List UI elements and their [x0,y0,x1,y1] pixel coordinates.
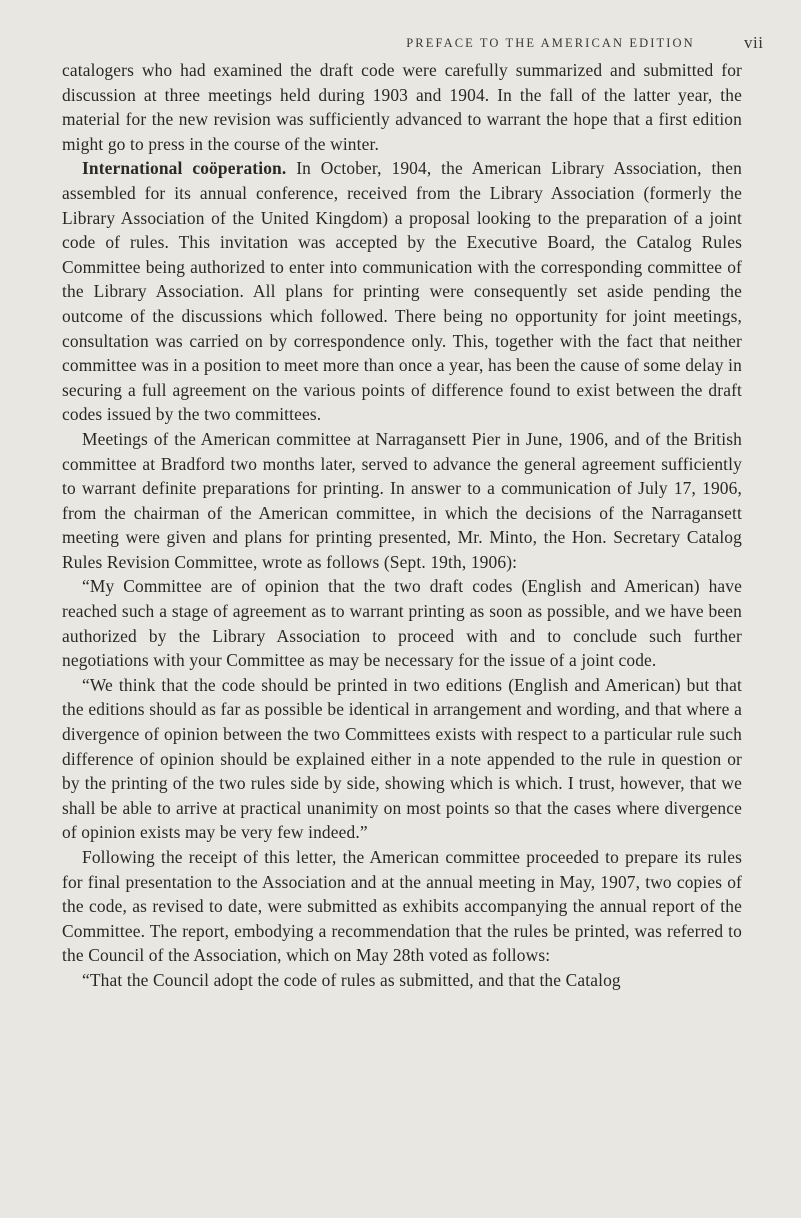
paragraph-text: In October, 1904, the American Library Association, then assembled for its annual conference, received from the Library Association (formerly the Library Association of the United Kingdom) a proposal looking to the preparation of a joint code of rules. This invitation was accepted by the Executive Board, the Catalog Rules Committee being authorized to enter into communication with the corresponding committee of the Library Association. All plans for printing were consequently set aside pending the outcome of the discussions which followed. There being no opportunity for joint meetings, consultation was carried on by correspondence only. This, together with the fact that neither committee was in a position to meet more than once a year, has been the cause of some delay in securing a full agreement on the various points of difference found to exist between the draft codes issued by the two committees. [62,158,742,425]
paragraph-text: “We think that the code should be printed in two editions (English and American) but that the editions should as far as possible be identical in arrangement and wording, and that where a divergence of opinion between the two Committees exists with respect to a particular rule such difference of opinion should be explained either in a note appended to the rule in question or by the printing of the two rules side by side, showing which is which. I trust, however, that we shall be able to arrive at practical unanimity on most points so that the cases where divergence of opinion exists may be very few indeed.” [62,674,742,843]
page-number: vii [744,33,764,52]
quoted-paragraph [62,673,742,845]
paragraph-text: “That the Council adopt the code of rules as submitted, and that the Catalog [82,969,621,990]
text-body [62,58,742,993]
paragraph [62,427,742,575]
paragraph [62,845,742,968]
paragraph [62,58,742,156]
paragraph-text: catalogers who had examined the draft code were carefully summarized and submitted for discussion at three meetings held during 1903 and 1904. In the fall of the latter year, the material for the new revision was sufficiently advanced to warrant the hope that a first edition might go to press in the course of the winter. [62,60,742,154]
quoted-paragraph [62,574,742,672]
running-head: PREFACE TO THE AMERICAN EDITION [406,36,695,50]
paragraph-text: “My Committee are of opinion that the two draft codes (English and American) have reached such a stage of agreement as to warrant printing as soon as possible, and we have been authorized by the Library Association to proceed with and to conclude such further negotiations with your Committee as may be necessary for the issue of a joint code. [62,576,742,671]
quoted-paragraph [62,968,742,993]
paragraph [62,156,742,427]
paragraph-text: Meetings of the American committee at Narragansett Pier in June, 1906, and of the British committee at Bradford two months later, served to advance the general agreement sufficiently to warrant definite preparations for printing. In answer to a communication of July 17, 1906, from the chairman of the American committee, in which the decisions of the Narragansett meeting were given and plans for printing presented, Mr. Minto, the Hon. Secretary Catalog Rules Revision Committee, wrote as follows (Sept. 19th, 1906): [62,428,742,572]
section-heading: International coöperation. [82,158,287,179]
paragraph-text: Following the receipt of this letter, the American committee proceeded to prepare its rules for final presentation to the Association and at the annual meeting in May, 1907, two copies of the code, as revised to date, were submitted as exhibits accompanying the annual report of the Committee. The report, embodying a recommendation that the rules be printed, was referred to the Council of the Association, which on May 28th voted as follows: [62,847,742,966]
